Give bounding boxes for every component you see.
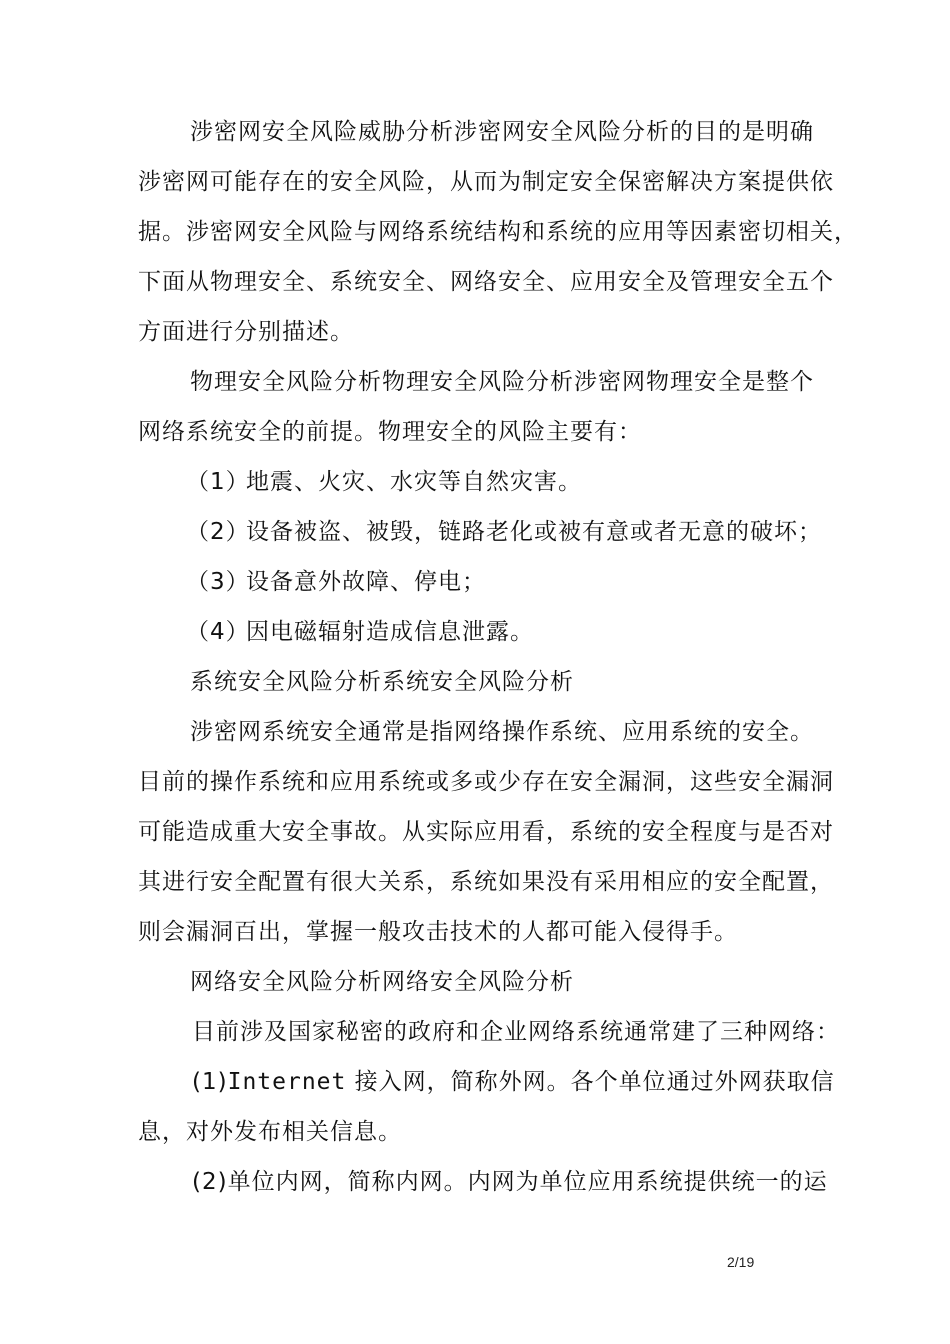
list-number: （4）	[186, 619, 250, 645]
section-heading: 网络安全风险分析网络安全风险分析	[190, 969, 574, 995]
list-item	[186, 517, 822, 547]
section-heading: 系统安全风险分析系统安全风险分析	[190, 669, 574, 695]
paragraph-line: 涉密网安全风险威胁分析涉密网安全风险分析的目的是明确	[190, 119, 814, 145]
paragraph-line: 目前的操作系统和应用系统或多或少存在安全漏洞，这些安全漏洞	[138, 769, 834, 795]
paragraph-line: 其进行安全配置有很大关系，系统如果没有采用相应的安全配置，	[138, 869, 834, 895]
page-number: 2/19	[727, 1254, 755, 1270]
list-number: (2)	[192, 1169, 228, 1195]
paragraph-line: 方面进行分别描述。	[138, 319, 354, 345]
list-text: 设备意外故障、停电；	[246, 569, 486, 595]
paragraph-line: 网络系统安全的前提。物理安全的风险主要有：	[138, 419, 642, 445]
paragraph-line: 可能造成重大安全事故。从实际应用看，系统的安全程度与是否对	[138, 819, 834, 845]
paragraph-line: 物理安全风险分析物理安全风险分析涉密网物理安全是整个	[190, 369, 814, 395]
list-number: (1)	[192, 1069, 228, 1095]
list-number: （3）	[186, 569, 250, 595]
list-item	[186, 467, 582, 497]
latin-term: Internet	[227, 1069, 347, 1095]
list-item	[192, 1167, 828, 1197]
list-text: 接入网，简称外网。各个单位通过外网获取信	[346, 1069, 835, 1095]
list-text: 地震、火灾、水灾等自然灾害。	[246, 469, 582, 495]
paragraph-line: 下面从物理安全、系统安全、网络安全、应用安全及管理安全五个	[138, 269, 834, 295]
paragraph-line: 涉密网可能存在的安全风险，从而为制定安全保密解决方案提供依	[138, 169, 834, 195]
paragraph-line: 据。涉密网安全风险与网络系统结构和系统的应用等因素密切相关，	[138, 219, 858, 245]
list-item	[192, 1067, 835, 1097]
list-text: 设备被盗、被毁，链路老化或被有意或者无意的破坏；	[246, 519, 822, 545]
list-text: 因电磁辐射造成信息泄露。	[246, 619, 534, 645]
paragraph-line: 目前涉及国家秘密的政府和企业网络系统通常建了三种网络：	[192, 1019, 840, 1045]
paragraph-line: 息，对外发布相关信息。	[138, 1119, 402, 1145]
list-number: （1）	[186, 469, 250, 495]
list-item	[186, 567, 486, 597]
list-text: 单位内网，简称内网。内网为单位应用系统提供统一的运	[227, 1169, 828, 1195]
list-number: （2）	[186, 519, 250, 545]
paragraph-line: 则会漏洞百出，掌握一般攻击技术的人都可能入侵得手。	[138, 919, 738, 945]
paragraph-line: 涉密网系统安全通常是指网络操作系统、应用系统的安全。	[190, 719, 814, 745]
list-item	[186, 617, 534, 647]
